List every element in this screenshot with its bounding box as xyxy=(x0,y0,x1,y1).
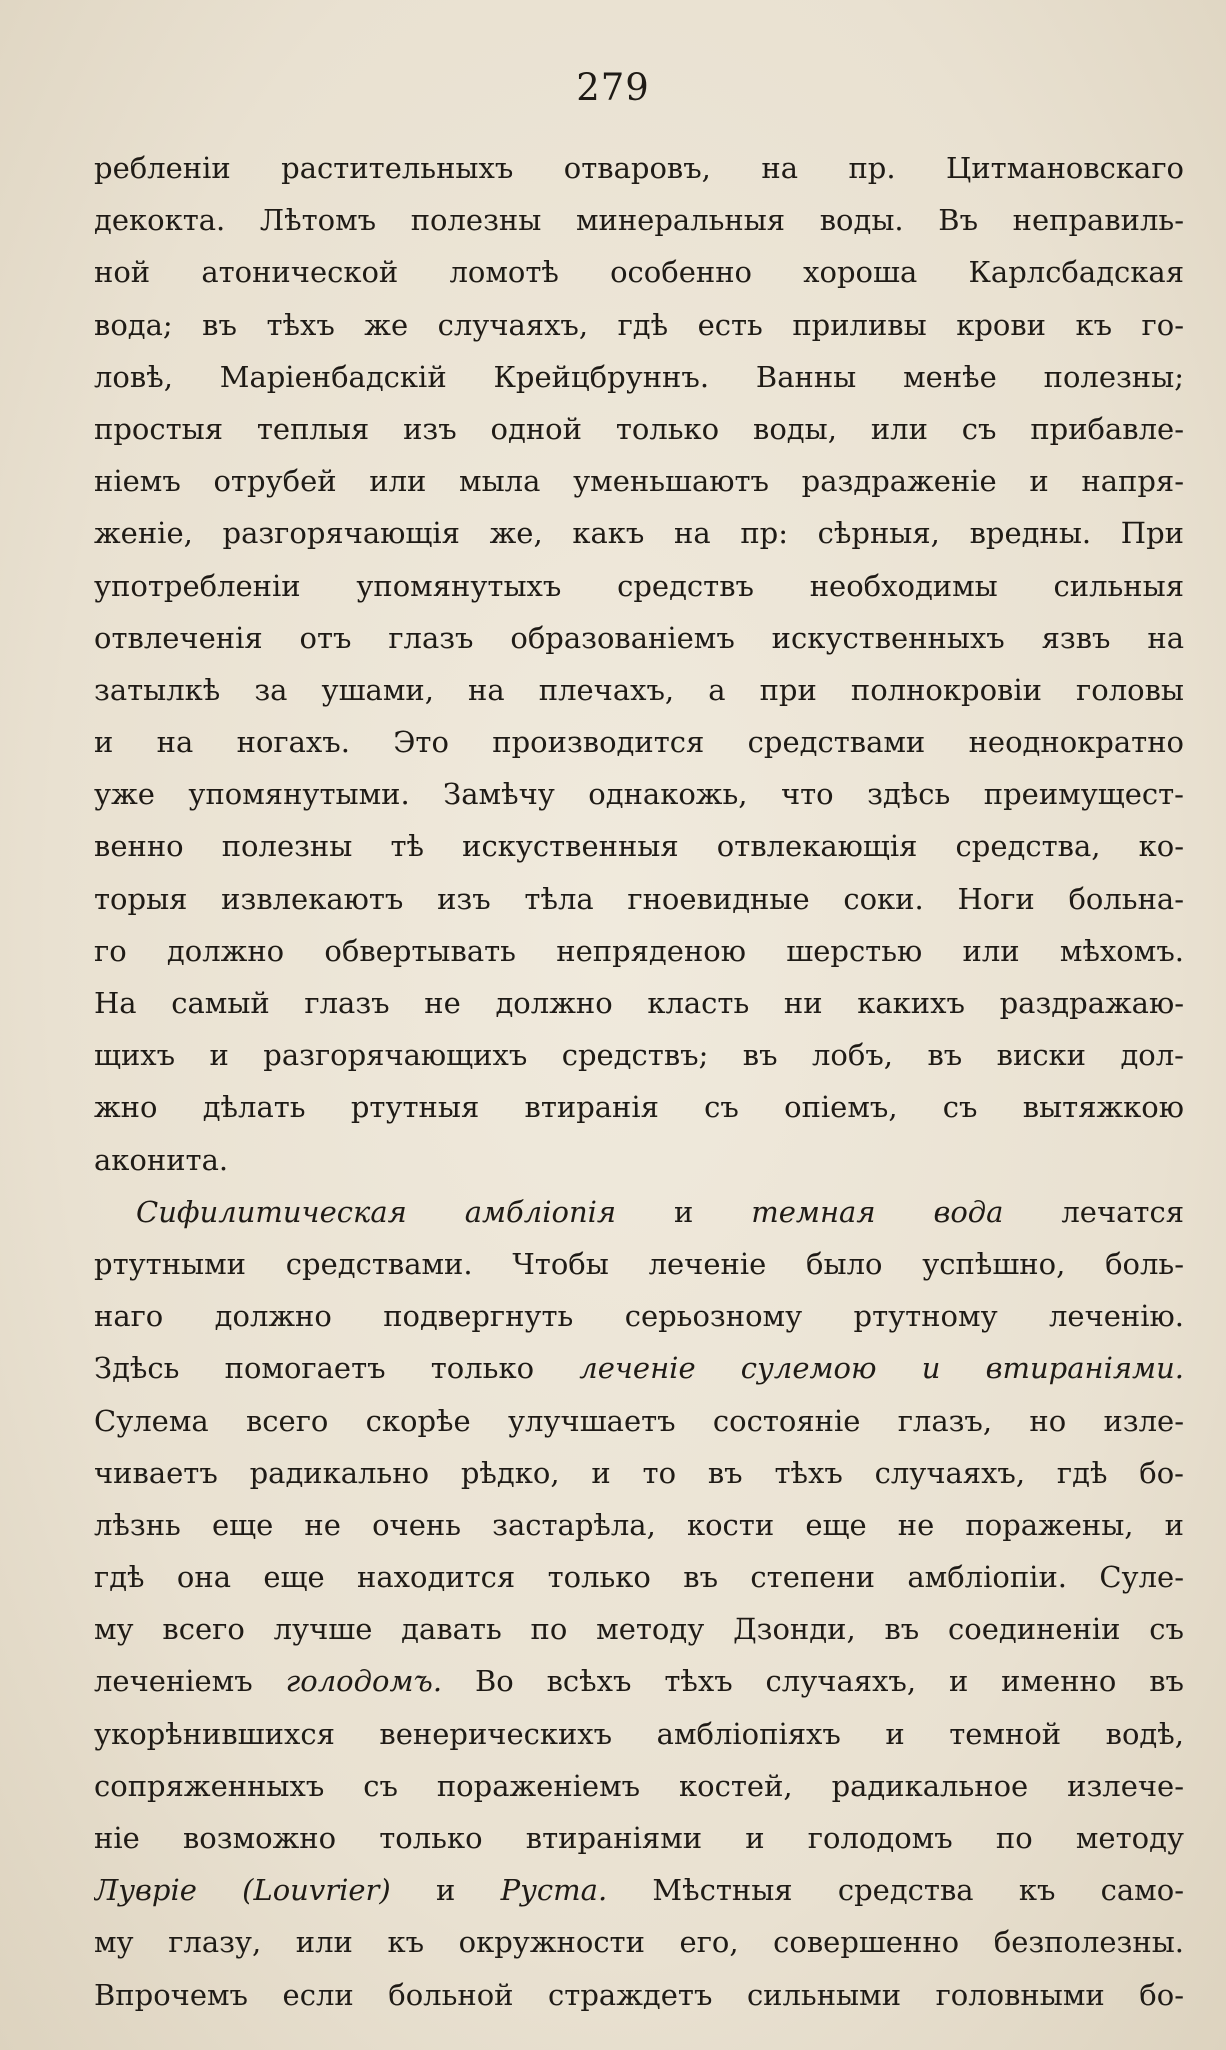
text-line xyxy=(94,1864,1184,1916)
text-line xyxy=(94,1029,1184,1081)
text-segment: лѣзнь еще не очень застарѣла, кости еще не поражены, и xyxy=(94,1507,1184,1542)
italic-text: леченіе сулемою и втираніями. xyxy=(579,1351,1184,1386)
text-segment: сопряженныхъ съ пораженіемъ костей, радикальное излече- xyxy=(94,1768,1184,1803)
text-line xyxy=(94,1969,1184,2021)
text-line xyxy=(94,403,1184,455)
text-line xyxy=(94,1447,1184,1499)
text-line xyxy=(94,1708,1184,1760)
text-line xyxy=(94,507,1184,559)
text-segment: и на ногахъ. Это производится средствами неоднократно xyxy=(94,725,1184,760)
text-segment: употребленіи упомянутыхъ средствъ необходимы сильныя xyxy=(94,568,1184,603)
text-line xyxy=(94,873,1184,925)
text-line xyxy=(94,1499,1184,1551)
text-line xyxy=(94,820,1184,872)
text-line xyxy=(94,768,1184,820)
italic-text: голодомъ. xyxy=(285,1664,443,1699)
text-segment: торыя извлекаютъ изъ тѣла гноевидные соки. Ноги больна- xyxy=(94,881,1184,916)
text-segment: ртутными средствами. Чтобы леченіе было успѣшно, боль- xyxy=(94,1246,1184,1281)
text-segment: чиваетъ радикально рѣдко, и то въ тѣхъ случаяхъ, гдѣ бо- xyxy=(94,1455,1184,1490)
text-segment: ребленіи растительныхъ отваровъ, на пр. Цитмановскаго xyxy=(94,151,1184,185)
text-line xyxy=(94,351,1184,403)
text-segment: жно дѣлать ртутныя втиранія съ опіемъ, съ вытяжкою xyxy=(94,1090,1184,1125)
italic-text: Сифилитическая амбліопія xyxy=(136,1194,617,1229)
text-line xyxy=(94,1760,1184,1812)
text-line xyxy=(94,925,1184,977)
text-segment: декокта. Лѣтомъ полезны минеральныя воды. Въ неправиль- xyxy=(94,203,1184,238)
page-number: 279 xyxy=(576,66,650,109)
text-line xyxy=(94,1916,1184,1968)
text-line xyxy=(94,664,1184,716)
text-segment: венно полезны тѣ искуственныя отвлекающія средства, ко- xyxy=(94,829,1184,864)
text-segment: леченіемъ xyxy=(94,1664,286,1699)
text-segment: простыя теплыя изъ одной только воды, или съ прибавле- xyxy=(94,411,1184,446)
text-segment: Мѣстныя средства къ само- xyxy=(607,1873,1184,1908)
text-segment: Здѣсь помогаетъ только xyxy=(94,1351,580,1386)
text-segment: На самый глазъ не должно класть ни какихъ раздражаю- xyxy=(94,986,1184,1020)
text-line xyxy=(94,194,1184,246)
text-segment: ной атонической ломотѣ особенно хороша Карлсбадская xyxy=(94,255,1184,290)
body-text xyxy=(94,142,1184,2021)
text-line xyxy=(94,1134,1184,1186)
text-segment: отвлеченія отъ глазъ образованіемъ искуственныхъ язвъ на xyxy=(94,620,1184,655)
text-segment: Во всѣхъ тѣхъ случаяхъ, и именно въ xyxy=(442,1664,1184,1699)
text-segment: ніе возможно только втираніями и голодомъ по методу xyxy=(94,1821,1184,1855)
text-line xyxy=(94,1238,1184,1290)
text-segment: му глазу, или къ окружности его, совершенно безполезны. xyxy=(94,1925,1184,1960)
text-line xyxy=(94,1551,1184,1603)
text-segment: аконита. xyxy=(94,1142,229,1177)
italic-text: Руста. xyxy=(500,1873,608,1908)
text-segment: ніемъ отрубей или мыла уменьшаютъ раздраженіе и напря- xyxy=(94,464,1184,499)
text-line xyxy=(94,1812,1184,1864)
text-line xyxy=(94,142,1184,194)
text-line xyxy=(94,1603,1184,1655)
text-segment: и xyxy=(616,1194,752,1229)
text-segment: вода; въ тѣхъ же случаяхъ, гдѣ есть приливы крови къ го- xyxy=(94,307,1184,342)
text-line xyxy=(94,560,1184,612)
text-line xyxy=(94,612,1184,664)
text-segment: ловѣ, Маріенбадскій Крейцбруннъ. Ванны менѣе полезны; xyxy=(94,359,1184,394)
text-line xyxy=(94,1290,1184,1342)
text-line xyxy=(94,455,1184,507)
text-line xyxy=(94,1081,1184,1133)
text-segment: щихъ и разгорячающихъ средствъ; въ лобъ, въ виски дол- xyxy=(94,1038,1184,1073)
text-segment: Сулема всего скорѣе улучшаетъ состояніе глазъ, но изле- xyxy=(94,1403,1184,1438)
text-segment: го должно обвертывать непряденою шерстью или мѣхомъ. xyxy=(94,933,1184,968)
text-line xyxy=(94,1186,1184,1238)
text-segment: и xyxy=(390,1873,501,1908)
text-segment: укорѣнившихся венерическихъ амбліопіяхъ и темной водѣ, xyxy=(94,1716,1184,1751)
text-line xyxy=(94,299,1184,351)
text-line xyxy=(94,1655,1184,1707)
text-segment: Впрочемъ если больной страждетъ сильными головными бо- xyxy=(94,1977,1184,2012)
text-segment: му всего лучше давать по методу Дзонди, въ соединеніи съ xyxy=(94,1612,1184,1647)
text-segment: женіе, разгорячающія же, какъ на пр: сѣрныя, вредны. При xyxy=(94,516,1184,551)
text-segment: уже упомянутыми. Замѣчу однакожь, что здѣсь преимущест- xyxy=(94,777,1184,812)
text-segment: наго должно подвергнуть серьозному ртутному леченію. xyxy=(94,1299,1184,1334)
text-line xyxy=(94,1395,1184,1447)
text-line xyxy=(94,1342,1184,1394)
text-segment: лечатся xyxy=(1003,1194,1184,1229)
italic-text: Лувріе (Louvrier) xyxy=(94,1873,391,1908)
text-line xyxy=(94,977,1184,1029)
text-line xyxy=(94,246,1184,298)
text-segment: гдѣ она еще находится только въ степени амбліопіи. Суле- xyxy=(94,1560,1184,1595)
text-segment: затылкѣ за ушами, на плечахъ, а при полнокровіи головы xyxy=(94,672,1184,707)
italic-text: темная вода xyxy=(751,1194,1004,1229)
text-line xyxy=(94,716,1184,768)
